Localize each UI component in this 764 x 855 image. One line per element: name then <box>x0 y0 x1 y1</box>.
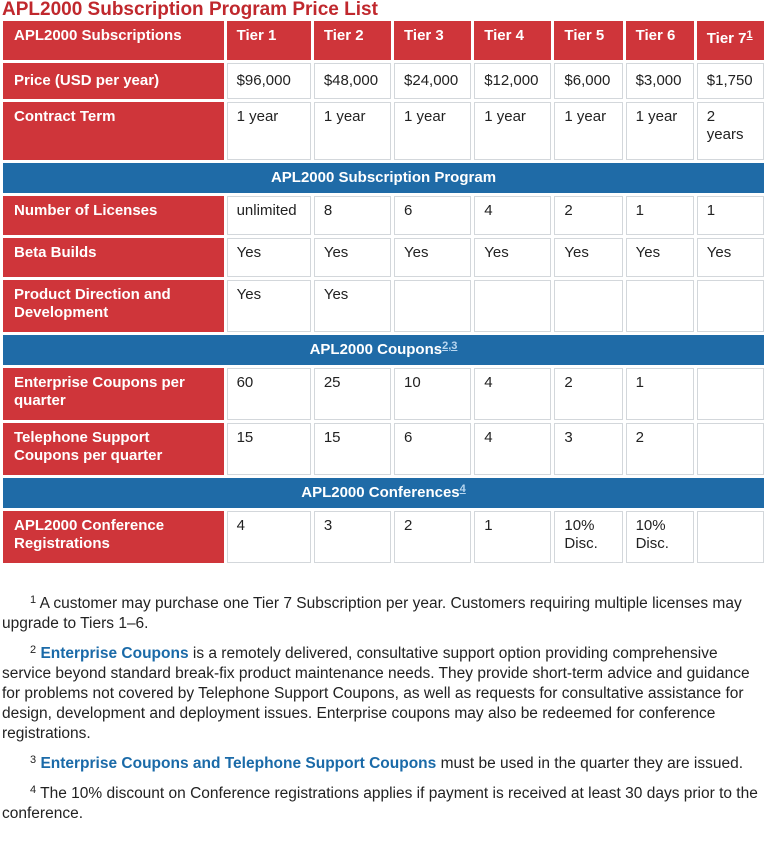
section-row <box>3 163 764 193</box>
direction-cell <box>554 280 622 332</box>
conference-cell: 1 <box>474 511 551 563</box>
row-label: Beta Builds <box>3 238 224 277</box>
price-cell: $48,000 <box>314 63 391 99</box>
footnote-1 <box>2 594 760 634</box>
conference-row <box>3 511 764 563</box>
section-row <box>3 335 764 365</box>
licenses-cell: 2 <box>554 196 622 235</box>
row-label: Telephone Support Coupons per quarter <box>3 423 224 475</box>
direction-cell: Yes <box>314 280 391 332</box>
footnote-2 <box>2 644 760 744</box>
footnote-number: 4 <box>30 784 37 796</box>
price-cell: $3,000 <box>626 63 694 99</box>
tier-header: Tier 6 <box>626 21 694 60</box>
licenses-cell: 6 <box>394 196 471 235</box>
telephone-cell: 2 <box>626 423 694 475</box>
footnote-link-1[interactable]: 1 <box>746 29 753 41</box>
enterprise-cell: 4 <box>474 368 551 420</box>
beta-cell: Yes <box>314 238 391 277</box>
telephone-cell: 15 <box>314 423 391 475</box>
term-cell: 1 year <box>554 102 622 160</box>
direction-cell: Yes <box>227 280 311 332</box>
section-row <box>3 478 764 508</box>
price-cell: $96,000 <box>227 63 311 99</box>
conference-cell: 10% Disc. <box>554 511 622 563</box>
footnote-number: 2 <box>30 644 37 656</box>
conference-cell: 4 <box>227 511 311 563</box>
header-row <box>3 21 764 60</box>
beta-row <box>3 238 764 277</box>
footnote-link-2-3[interactable]: 2,3 <box>442 340 458 352</box>
footnote-text: The 10% discount on Conference registrations applies if payment is received at least 30 days prior to the conference. <box>2 785 758 822</box>
price-table <box>0 18 764 566</box>
enterprise-cell <box>697 368 764 420</box>
licenses-cell: 8 <box>314 196 391 235</box>
conference-cell <box>697 511 764 563</box>
price-cell: $6,000 <box>554 63 622 99</box>
price-row <box>3 63 764 99</box>
direction-cell <box>474 280 551 332</box>
licenses-cell: unlimited <box>227 196 311 235</box>
telephone-cell: 15 <box>227 423 311 475</box>
section-heading: APL2000 Subscription Program <box>3 163 764 193</box>
enterprise-cell: 2 <box>554 368 622 420</box>
term-cell: 2 years <box>697 102 764 160</box>
section-heading <box>3 478 764 508</box>
enterprise-cell: 1 <box>626 368 694 420</box>
section-heading <box>3 335 764 365</box>
row-label: Contract Term <box>3 102 224 160</box>
footnote-number: 3 <box>30 754 37 766</box>
beta-cell: Yes <box>554 238 622 277</box>
price-cell: $24,000 <box>394 63 471 99</box>
footnote-text: is a remotely delivered, consultative support option providing comprehensive service beyond standard break-fix product maintenance needs. They provide short-term advice and guidance for problems not covered by Telephone Support Coupons, as well as requests for consultative assistance for design, development and deployment issues. Enterprise coupons may also be redeemed for conference registrations. <box>2 645 750 742</box>
telephone-cell: 6 <box>394 423 471 475</box>
telephone-cell: 4 <box>474 423 551 475</box>
footnote-text: must be used in the quarter they are issued. <box>436 755 743 772</box>
footnote-keyword: Enterprise Coupons and Telephone Support Coupons <box>40 755 437 772</box>
tier-header: Tier 5 <box>554 21 622 60</box>
beta-cell: Yes <box>697 238 764 277</box>
enterprise-row <box>3 368 764 420</box>
footnote-number: 1 <box>30 594 37 606</box>
tier-header: Tier 3 <box>394 21 471 60</box>
price-cell: $1,750 <box>697 63 764 99</box>
beta-cell: Yes <box>394 238 471 277</box>
tier-header: Tier 1 <box>227 21 311 60</box>
tier-header: Tier 4 <box>474 21 551 60</box>
direction-cell <box>394 280 471 332</box>
footnotes <box>2 594 760 834</box>
tier-header-label: Tier 7 <box>706 30 747 47</box>
footnote-keyword: Enterprise Coupons <box>40 645 189 662</box>
licenses-cell: 1 <box>697 196 764 235</box>
row-label: Price (USD per year) <box>3 63 224 99</box>
row-label: Enterprise Coupons per quarter <box>3 368 224 420</box>
footnote-text: A customer may purchase one Tier 7 Subscription per year. Customers requiring multiple licenses may upgrade to Tiers 1–6. <box>2 595 742 632</box>
conference-cell: 3 <box>314 511 391 563</box>
direction-cell <box>626 280 694 332</box>
telephone-cell <box>697 423 764 475</box>
term-row <box>3 102 764 160</box>
licenses-cell: 1 <box>626 196 694 235</box>
licenses-row <box>3 196 764 235</box>
tier-header-7 <box>697 21 764 60</box>
row-label: APL2000 Conference Registrations <box>3 511 224 563</box>
section-label: APL2000 Conferences <box>301 484 460 501</box>
term-cell: 1 year <box>474 102 551 160</box>
telephone-cell: 3 <box>554 423 622 475</box>
beta-cell: Yes <box>626 238 694 277</box>
term-cell: 1 year <box>227 102 311 160</box>
enterprise-cell: 60 <box>227 368 311 420</box>
term-cell: 1 year <box>394 102 471 160</box>
section-label: APL2000 Coupons <box>309 341 443 358</box>
term-cell: 1 year <box>626 102 694 160</box>
conference-cell: 10% Disc. <box>626 511 694 563</box>
footnote-link-4[interactable]: 4 <box>459 483 466 495</box>
conference-cell: 2 <box>394 511 471 563</box>
row-label: Product Direction and Development <box>3 280 224 332</box>
enterprise-cell: 10 <box>394 368 471 420</box>
beta-cell: Yes <box>474 238 551 277</box>
footnote-4 <box>2 784 760 824</box>
telephone-row <box>3 423 764 475</box>
direction-row <box>3 280 764 332</box>
term-cell: 1 year <box>314 102 391 160</box>
row-label: Number of Licenses <box>3 196 224 235</box>
licenses-cell: 4 <box>474 196 551 235</box>
footnote-3 <box>2 754 760 774</box>
enterprise-cell: 25 <box>314 368 391 420</box>
price-cell: $12,000 <box>474 63 551 99</box>
beta-cell: Yes <box>227 238 311 277</box>
direction-cell <box>697 280 764 332</box>
tier-header: Tier 2 <box>314 21 391 60</box>
page-title: APL2000 Subscription Program Price List <box>2 0 378 20</box>
header-label: APL2000 Subscriptions <box>3 21 224 60</box>
